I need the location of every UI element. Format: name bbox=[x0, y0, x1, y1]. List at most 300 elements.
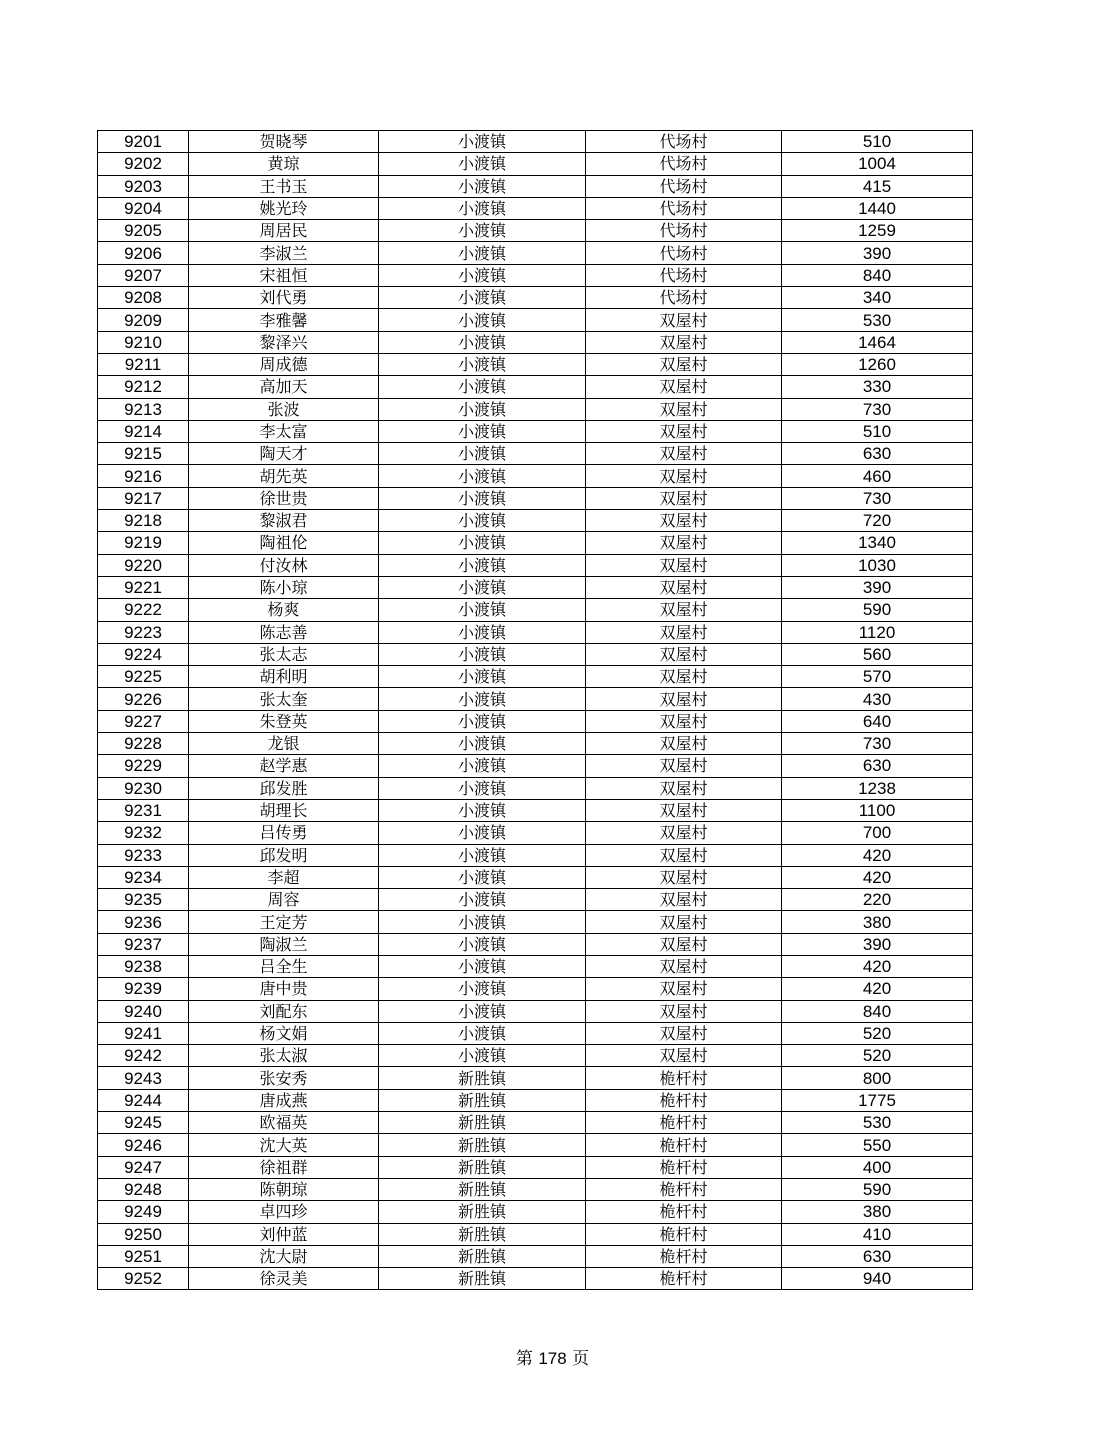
table-row bbox=[98, 1223, 973, 1245]
table-row bbox=[98, 465, 973, 487]
cell-name: 邱发胜 bbox=[189, 777, 379, 799]
cell-id: 9208 bbox=[98, 287, 189, 309]
cell-amount: 730 bbox=[782, 733, 973, 755]
table-row bbox=[98, 1201, 973, 1223]
cell-id: 9202 bbox=[98, 153, 189, 175]
cell-village: 双屋村 bbox=[586, 465, 782, 487]
cell-village: 桅杆村 bbox=[586, 1134, 782, 1156]
cell-name: 黎淑君 bbox=[189, 510, 379, 532]
table-row bbox=[98, 1067, 973, 1089]
cell-id: 9247 bbox=[98, 1156, 189, 1178]
cell-id: 9220 bbox=[98, 554, 189, 576]
cell-name: 王定芳 bbox=[189, 911, 379, 933]
cell-id: 9230 bbox=[98, 777, 189, 799]
cell-amount: 1440 bbox=[782, 197, 973, 219]
cell-name: 周容 bbox=[189, 889, 379, 911]
cell-village: 双屋村 bbox=[586, 1022, 782, 1044]
cell-town: 小渡镇 bbox=[379, 309, 586, 331]
cell-name: 杨文娟 bbox=[189, 1022, 379, 1044]
cell-amount: 420 bbox=[782, 978, 973, 1000]
cell-amount: 1260 bbox=[782, 353, 973, 375]
cell-village: 双屋村 bbox=[586, 911, 782, 933]
cell-village: 双屋村 bbox=[586, 510, 782, 532]
cell-name: 唐成燕 bbox=[189, 1089, 379, 1111]
cell-amount: 330 bbox=[782, 376, 973, 398]
cell-amount: 420 bbox=[782, 955, 973, 977]
table-row bbox=[98, 242, 973, 264]
table-row bbox=[98, 576, 973, 598]
cell-town: 小渡镇 bbox=[379, 844, 586, 866]
cell-id: 9219 bbox=[98, 532, 189, 554]
cell-amount: 940 bbox=[782, 1268, 973, 1290]
cell-village: 双屋村 bbox=[586, 398, 782, 420]
footer-prefix: 第 bbox=[515, 1349, 533, 1369]
table-row bbox=[98, 197, 973, 219]
cell-name: 唐中贵 bbox=[189, 978, 379, 1000]
cell-town: 小渡镇 bbox=[379, 710, 586, 732]
cell-id: 9240 bbox=[98, 1000, 189, 1022]
table-row bbox=[98, 532, 973, 554]
cell-amount: 590 bbox=[782, 1178, 973, 1200]
cell-village: 桅杆村 bbox=[586, 1067, 782, 1089]
table-row bbox=[98, 1178, 973, 1200]
cell-town: 小渡镇 bbox=[379, 911, 586, 933]
table-row bbox=[98, 153, 973, 175]
cell-village: 双屋村 bbox=[586, 866, 782, 888]
cell-town: 小渡镇 bbox=[379, 688, 586, 710]
cell-village: 双屋村 bbox=[586, 1045, 782, 1067]
cell-village: 双屋村 bbox=[586, 710, 782, 732]
cell-name: 付汝林 bbox=[189, 554, 379, 576]
cell-name: 沈大英 bbox=[189, 1134, 379, 1156]
cell-town: 小渡镇 bbox=[379, 331, 586, 353]
cell-town: 小渡镇 bbox=[379, 955, 586, 977]
cell-village: 代场村 bbox=[586, 153, 782, 175]
cell-name: 沈大尉 bbox=[189, 1245, 379, 1267]
cell-amount: 390 bbox=[782, 576, 973, 598]
table-row bbox=[98, 733, 973, 755]
cell-town: 小渡镇 bbox=[379, 822, 586, 844]
cell-name: 黎泽兴 bbox=[189, 331, 379, 353]
table-row bbox=[98, 978, 973, 1000]
cell-amount: 1464 bbox=[782, 331, 973, 353]
cell-town: 小渡镇 bbox=[379, 666, 586, 688]
cell-village: 双屋村 bbox=[586, 844, 782, 866]
table-row bbox=[98, 353, 973, 375]
cell-name: 徐祖群 bbox=[189, 1156, 379, 1178]
cell-id: 9218 bbox=[98, 510, 189, 532]
data-table bbox=[97, 130, 973, 1290]
cell-amount: 590 bbox=[782, 599, 973, 621]
cell-amount: 1120 bbox=[782, 621, 973, 643]
cell-town: 新胜镇 bbox=[379, 1268, 586, 1290]
cell-village: 双屋村 bbox=[586, 331, 782, 353]
cell-name: 周居民 bbox=[189, 220, 379, 242]
cell-town: 小渡镇 bbox=[379, 978, 586, 1000]
cell-name: 张波 bbox=[189, 398, 379, 420]
cell-name: 张太奎 bbox=[189, 688, 379, 710]
table-row bbox=[98, 933, 973, 955]
cell-amount: 410 bbox=[782, 1223, 973, 1245]
table-row bbox=[98, 1022, 973, 1044]
cell-village: 双屋村 bbox=[586, 889, 782, 911]
cell-town: 新胜镇 bbox=[379, 1156, 586, 1178]
cell-village: 双屋村 bbox=[586, 666, 782, 688]
cell-village: 双屋村 bbox=[586, 755, 782, 777]
cell-name: 刘仲蓝 bbox=[189, 1223, 379, 1245]
cell-village: 双屋村 bbox=[586, 621, 782, 643]
table-row bbox=[98, 621, 973, 643]
cell-town: 小渡镇 bbox=[379, 287, 586, 309]
cell-id: 9236 bbox=[98, 911, 189, 933]
cell-id: 9221 bbox=[98, 576, 189, 598]
cell-amount: 840 bbox=[782, 1000, 973, 1022]
table-row bbox=[98, 889, 973, 911]
cell-id: 9222 bbox=[98, 599, 189, 621]
cell-amount: 550 bbox=[782, 1134, 973, 1156]
cell-id: 9224 bbox=[98, 643, 189, 665]
cell-name: 陶淑兰 bbox=[189, 933, 379, 955]
table-row bbox=[98, 955, 973, 977]
table-body bbox=[98, 131, 973, 1290]
cell-town: 小渡镇 bbox=[379, 398, 586, 420]
cell-village: 桅杆村 bbox=[586, 1156, 782, 1178]
page-footer bbox=[0, 1344, 1105, 1369]
cell-amount: 630 bbox=[782, 1245, 973, 1267]
cell-id: 9228 bbox=[98, 733, 189, 755]
cell-village: 双屋村 bbox=[586, 643, 782, 665]
table-row bbox=[98, 309, 973, 331]
table-row bbox=[98, 487, 973, 509]
cell-amount: 520 bbox=[782, 1022, 973, 1044]
table-row bbox=[98, 599, 973, 621]
cell-id: 9252 bbox=[98, 1268, 189, 1290]
table-row bbox=[98, 643, 973, 665]
table-row bbox=[98, 1156, 973, 1178]
table-row bbox=[98, 666, 973, 688]
cell-village: 代场村 bbox=[586, 287, 782, 309]
cell-name: 刘配东 bbox=[189, 1000, 379, 1022]
table-row bbox=[98, 420, 973, 442]
cell-town: 小渡镇 bbox=[379, 733, 586, 755]
cell-amount: 1238 bbox=[782, 777, 973, 799]
table-row bbox=[98, 554, 973, 576]
cell-id: 9214 bbox=[98, 420, 189, 442]
table-row bbox=[98, 777, 973, 799]
cell-town: 小渡镇 bbox=[379, 131, 586, 153]
table-row bbox=[98, 1000, 973, 1022]
cell-amount: 390 bbox=[782, 933, 973, 955]
cell-id: 9226 bbox=[98, 688, 189, 710]
cell-amount: 380 bbox=[782, 911, 973, 933]
cell-name: 李超 bbox=[189, 866, 379, 888]
cell-amount: 700 bbox=[782, 822, 973, 844]
cell-village: 代场村 bbox=[586, 264, 782, 286]
cell-village: 双屋村 bbox=[586, 376, 782, 398]
cell-village: 双屋村 bbox=[586, 576, 782, 598]
cell-id: 9244 bbox=[98, 1089, 189, 1111]
cell-amount: 520 bbox=[782, 1045, 973, 1067]
cell-village: 代场村 bbox=[586, 197, 782, 219]
cell-amount: 390 bbox=[782, 242, 973, 264]
table-row bbox=[98, 287, 973, 309]
cell-amount: 730 bbox=[782, 487, 973, 509]
cell-amount: 560 bbox=[782, 643, 973, 665]
cell-village: 双屋村 bbox=[586, 599, 782, 621]
table-row bbox=[98, 398, 973, 420]
cell-amount: 1100 bbox=[782, 799, 973, 821]
page-number: 178 bbox=[538, 1349, 567, 1368]
cell-id: 9237 bbox=[98, 933, 189, 955]
cell-town: 小渡镇 bbox=[379, 799, 586, 821]
cell-town: 小渡镇 bbox=[379, 153, 586, 175]
table-row bbox=[98, 822, 973, 844]
cell-town: 小渡镇 bbox=[379, 777, 586, 799]
cell-name: 黄琼 bbox=[189, 153, 379, 175]
cell-name: 陈朝琼 bbox=[189, 1178, 379, 1200]
cell-name: 周成德 bbox=[189, 353, 379, 375]
cell-town: 小渡镇 bbox=[379, 175, 586, 197]
table-row bbox=[98, 844, 973, 866]
cell-id: 9217 bbox=[98, 487, 189, 509]
cell-name: 张太淑 bbox=[189, 1045, 379, 1067]
table-row bbox=[98, 866, 973, 888]
table-row bbox=[98, 175, 973, 197]
cell-amount: 570 bbox=[782, 666, 973, 688]
cell-town: 小渡镇 bbox=[379, 576, 586, 598]
table-row bbox=[98, 710, 973, 732]
table-row bbox=[98, 220, 973, 242]
cell-town: 小渡镇 bbox=[379, 220, 586, 242]
cell-village: 双屋村 bbox=[586, 822, 782, 844]
cell-name: 李太富 bbox=[189, 420, 379, 442]
table-row bbox=[98, 1268, 973, 1290]
table-row bbox=[98, 1112, 973, 1134]
cell-town: 新胜镇 bbox=[379, 1223, 586, 1245]
cell-id: 9248 bbox=[98, 1178, 189, 1200]
cell-name: 欧福英 bbox=[189, 1112, 379, 1134]
cell-village: 双屋村 bbox=[586, 733, 782, 755]
cell-name: 张安秀 bbox=[189, 1067, 379, 1089]
table-row bbox=[98, 376, 973, 398]
cell-village: 桅杆村 bbox=[586, 1112, 782, 1134]
cell-id: 9239 bbox=[98, 978, 189, 1000]
cell-town: 新胜镇 bbox=[379, 1134, 586, 1156]
cell-town: 小渡镇 bbox=[379, 1000, 586, 1022]
cell-id: 9229 bbox=[98, 755, 189, 777]
cell-id: 9215 bbox=[98, 443, 189, 465]
cell-town: 小渡镇 bbox=[379, 443, 586, 465]
cell-town: 小渡镇 bbox=[379, 1022, 586, 1044]
cell-name: 贺晓琴 bbox=[189, 131, 379, 153]
cell-amount: 1775 bbox=[782, 1089, 973, 1111]
cell-amount: 530 bbox=[782, 309, 973, 331]
cell-village: 代场村 bbox=[586, 220, 782, 242]
cell-amount: 1259 bbox=[782, 220, 973, 242]
cell-id: 9201 bbox=[98, 131, 189, 153]
cell-village: 双屋村 bbox=[586, 1000, 782, 1022]
cell-village: 双屋村 bbox=[586, 554, 782, 576]
cell-amount: 380 bbox=[782, 1201, 973, 1223]
cell-id: 9232 bbox=[98, 822, 189, 844]
cell-town: 小渡镇 bbox=[379, 1045, 586, 1067]
table-row bbox=[98, 1089, 973, 1111]
cell-town: 小渡镇 bbox=[379, 264, 586, 286]
cell-amount: 1030 bbox=[782, 554, 973, 576]
cell-town: 小渡镇 bbox=[379, 532, 586, 554]
cell-amount: 730 bbox=[782, 398, 973, 420]
cell-id: 9238 bbox=[98, 955, 189, 977]
cell-village: 桅杆村 bbox=[586, 1089, 782, 1111]
cell-name: 胡利明 bbox=[189, 666, 379, 688]
cell-village: 双屋村 bbox=[586, 955, 782, 977]
cell-village: 双屋村 bbox=[586, 799, 782, 821]
cell-amount: 630 bbox=[782, 755, 973, 777]
table-row bbox=[98, 443, 973, 465]
cell-amount: 530 bbox=[782, 1112, 973, 1134]
cell-id: 9207 bbox=[98, 264, 189, 286]
cell-name: 陈小琼 bbox=[189, 576, 379, 598]
cell-amount: 420 bbox=[782, 844, 973, 866]
cell-id: 9216 bbox=[98, 465, 189, 487]
cell-id: 9234 bbox=[98, 866, 189, 888]
footer-suffix: 页 bbox=[572, 1349, 590, 1369]
cell-town: 小渡镇 bbox=[379, 420, 586, 442]
cell-name: 李雅馨 bbox=[189, 309, 379, 331]
cell-name: 王书玉 bbox=[189, 175, 379, 197]
cell-town: 小渡镇 bbox=[379, 197, 586, 219]
cell-name: 陶祖伦 bbox=[189, 532, 379, 554]
cell-amount: 720 bbox=[782, 510, 973, 532]
cell-town: 小渡镇 bbox=[379, 242, 586, 264]
cell-town: 小渡镇 bbox=[379, 353, 586, 375]
cell-village: 双屋村 bbox=[586, 688, 782, 710]
cell-name: 朱登英 bbox=[189, 710, 379, 732]
cell-name: 宋祖恒 bbox=[189, 264, 379, 286]
table-row bbox=[98, 688, 973, 710]
cell-town: 新胜镇 bbox=[379, 1112, 586, 1134]
cell-name: 刘代勇 bbox=[189, 287, 379, 309]
cell-village: 代场村 bbox=[586, 175, 782, 197]
cell-name: 陶天才 bbox=[189, 443, 379, 465]
cell-amount: 640 bbox=[782, 710, 973, 732]
cell-name: 胡先英 bbox=[189, 465, 379, 487]
cell-name: 高加天 bbox=[189, 376, 379, 398]
cell-town: 新胜镇 bbox=[379, 1089, 586, 1111]
cell-village: 桅杆村 bbox=[586, 1201, 782, 1223]
cell-name: 龙银 bbox=[189, 733, 379, 755]
table-row bbox=[98, 264, 973, 286]
cell-town: 小渡镇 bbox=[379, 465, 586, 487]
cell-amount: 510 bbox=[782, 420, 973, 442]
cell-id: 9233 bbox=[98, 844, 189, 866]
cell-town: 新胜镇 bbox=[379, 1067, 586, 1089]
table-row bbox=[98, 510, 973, 532]
cell-town: 小渡镇 bbox=[379, 376, 586, 398]
cell-village: 双屋村 bbox=[586, 353, 782, 375]
table-row bbox=[98, 1134, 973, 1156]
cell-name: 赵学惠 bbox=[189, 755, 379, 777]
cell-name: 李淑兰 bbox=[189, 242, 379, 264]
cell-village: 双屋村 bbox=[586, 309, 782, 331]
cell-amount: 400 bbox=[782, 1156, 973, 1178]
cell-village: 双屋村 bbox=[586, 420, 782, 442]
table-row bbox=[98, 755, 973, 777]
cell-name: 胡理长 bbox=[189, 799, 379, 821]
cell-id: 9203 bbox=[98, 175, 189, 197]
table-row bbox=[98, 331, 973, 353]
cell-id: 9241 bbox=[98, 1022, 189, 1044]
cell-town: 新胜镇 bbox=[379, 1201, 586, 1223]
cell-id: 9206 bbox=[98, 242, 189, 264]
cell-amount: 510 bbox=[782, 131, 973, 153]
cell-village: 双屋村 bbox=[586, 532, 782, 554]
cell-id: 9227 bbox=[98, 710, 189, 732]
cell-name: 吕全生 bbox=[189, 955, 379, 977]
cell-name: 姚光玲 bbox=[189, 197, 379, 219]
cell-id: 9205 bbox=[98, 220, 189, 242]
cell-id: 9235 bbox=[98, 889, 189, 911]
cell-village: 桅杆村 bbox=[586, 1178, 782, 1200]
cell-village: 双屋村 bbox=[586, 777, 782, 799]
table-row bbox=[98, 799, 973, 821]
cell-name: 张太志 bbox=[189, 643, 379, 665]
cell-id: 9245 bbox=[98, 1112, 189, 1134]
cell-village: 代场村 bbox=[586, 131, 782, 153]
cell-name: 卓四珍 bbox=[189, 1201, 379, 1223]
cell-id: 9213 bbox=[98, 398, 189, 420]
cell-id: 9223 bbox=[98, 621, 189, 643]
cell-id: 9249 bbox=[98, 1201, 189, 1223]
cell-amount: 1004 bbox=[782, 153, 973, 175]
cell-name: 徐世贵 bbox=[189, 487, 379, 509]
cell-amount: 460 bbox=[782, 465, 973, 487]
table-row bbox=[98, 1045, 973, 1067]
cell-town: 小渡镇 bbox=[379, 643, 586, 665]
cell-town: 新胜镇 bbox=[379, 1178, 586, 1200]
table-row bbox=[98, 911, 973, 933]
cell-village: 双屋村 bbox=[586, 487, 782, 509]
cell-village: 双屋村 bbox=[586, 978, 782, 1000]
cell-amount: 430 bbox=[782, 688, 973, 710]
cell-amount: 1340 bbox=[782, 532, 973, 554]
cell-id: 9204 bbox=[98, 197, 189, 219]
cell-id: 9231 bbox=[98, 799, 189, 821]
cell-amount: 420 bbox=[782, 866, 973, 888]
cell-village: 双屋村 bbox=[586, 933, 782, 955]
cell-town: 小渡镇 bbox=[379, 866, 586, 888]
cell-village: 代场村 bbox=[586, 242, 782, 264]
cell-id: 9242 bbox=[98, 1045, 189, 1067]
cell-id: 9250 bbox=[98, 1223, 189, 1245]
cell-name: 徐灵美 bbox=[189, 1268, 379, 1290]
cell-town: 小渡镇 bbox=[379, 755, 586, 777]
cell-town: 小渡镇 bbox=[379, 510, 586, 532]
cell-id: 9210 bbox=[98, 331, 189, 353]
cell-town: 小渡镇 bbox=[379, 487, 586, 509]
cell-town: 新胜镇 bbox=[379, 1245, 586, 1267]
cell-amount: 340 bbox=[782, 287, 973, 309]
cell-id: 9225 bbox=[98, 666, 189, 688]
cell-amount: 800 bbox=[782, 1067, 973, 1089]
cell-village: 桅杆村 bbox=[586, 1245, 782, 1267]
cell-town: 小渡镇 bbox=[379, 889, 586, 911]
cell-name: 陈志善 bbox=[189, 621, 379, 643]
table-row bbox=[98, 131, 973, 153]
cell-town: 小渡镇 bbox=[379, 933, 586, 955]
cell-town: 小渡镇 bbox=[379, 554, 586, 576]
cell-id: 9243 bbox=[98, 1067, 189, 1089]
